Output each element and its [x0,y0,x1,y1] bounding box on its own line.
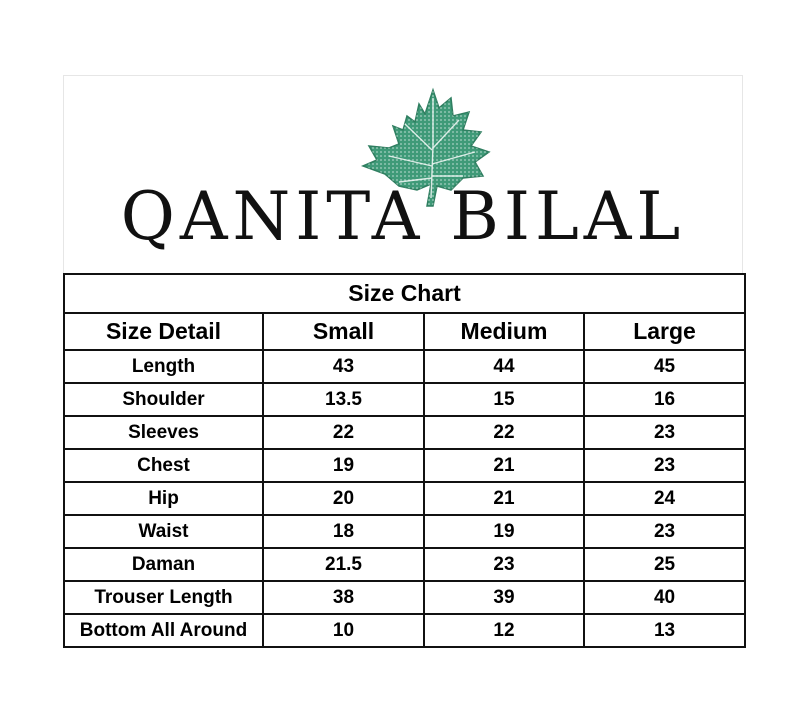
row-label: Hip [64,482,263,515]
size-value-cell: 23 [584,449,745,482]
size-value-cell: 20 [263,482,424,515]
row-label: Length [64,350,263,383]
size-value-cell: 19 [263,449,424,482]
table-row [64,416,745,449]
row-label: Bottom All Around [64,614,263,647]
header-small: Small [263,313,424,350]
brand-header [63,75,743,273]
table-header-row [64,313,745,350]
size-chart-table [63,273,746,648]
size-value-cell: 23 [424,548,584,581]
size-value-cell: 39 [424,581,584,614]
size-value-cell: 12 [424,614,584,647]
table-row [64,482,745,515]
size-value-cell: 21 [424,482,584,515]
table-row [64,350,745,383]
size-value-cell: 45 [584,350,745,383]
row-label: Waist [64,515,263,548]
size-value-cell: 22 [263,416,424,449]
table-title: Size Chart [64,274,745,313]
table-row [64,383,745,416]
size-value-cell: 21 [424,449,584,482]
size-value-cell: 24 [584,482,745,515]
table-row [64,515,745,548]
brand-wordmark: QANITA BILAL [120,178,686,255]
table-row [64,614,745,647]
size-value-cell: 25 [584,548,745,581]
row-label: Trouser Length [64,581,263,614]
size-value-cell: 21.5 [263,548,424,581]
size-value-cell: 43 [263,350,424,383]
size-value-cell: 38 [263,581,424,614]
row-label: Daman [64,548,263,581]
header-medium: Medium [424,313,584,350]
size-value-cell: 16 [584,383,745,416]
size-value-cell: 13 [584,614,745,647]
size-value-cell: 23 [584,515,745,548]
size-value-cell: 44 [424,350,584,383]
size-value-cell: 40 [584,581,745,614]
row-label: Chest [64,449,263,482]
header-large: Large [584,313,745,350]
size-value-cell: 10 [263,614,424,647]
size-value-cell: 19 [424,515,584,548]
size-value-cell: 22 [424,416,584,449]
header-size-detail: Size Detail [64,313,263,350]
table-row [64,449,745,482]
table-row [64,581,745,614]
size-value-cell: 13.5 [263,383,424,416]
size-value-cell: 15 [424,383,584,416]
size-value-cell: 18 [263,515,424,548]
table-row [64,548,745,581]
table-title-row [64,274,745,313]
size-value-cell: 23 [584,416,745,449]
row-label: Shoulder [64,383,263,416]
row-label: Sleeves [64,416,263,449]
